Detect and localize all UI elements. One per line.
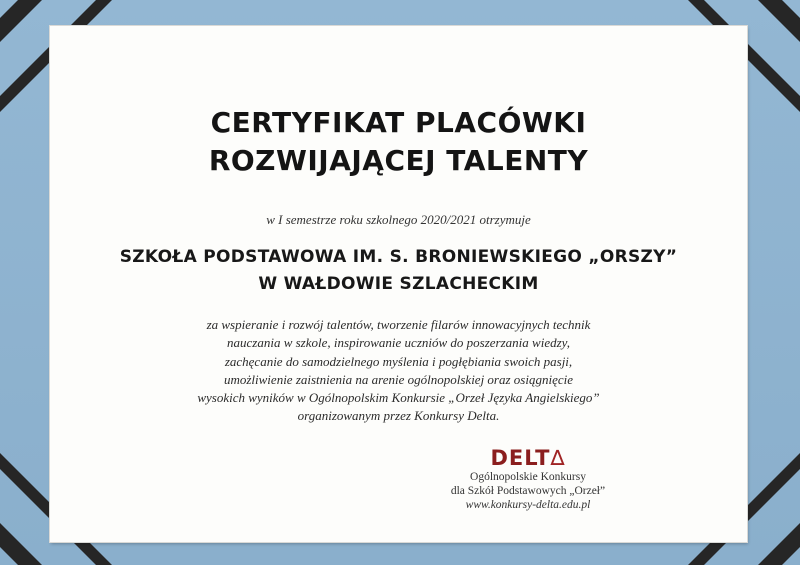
corner-ribbon-bottom-left: [0, 523, 42, 565]
certificate-paper: [50, 26, 747, 542]
issuer-block: [412, 446, 644, 512]
recipient-line-2: W WAŁDOWIE SZLACHECKIM: [258, 274, 539, 294]
reason-line-6: organizowanym przez Konkursy Delta.: [297, 408, 500, 424]
corner-ribbon-bottom-right: [758, 523, 800, 565]
issuer-url: www.konkursy-delta.edu.pl: [465, 499, 591, 511]
corner-ribbon-top-left: [0, 0, 42, 42]
recipient-line-1: SZKOŁA PODSTAWOWA IM. S. BRONIEWSKIEGO „ORSZY”: [119, 247, 678, 267]
title-line-1: CERTYFIKAT PLACÓWKI: [210, 106, 587, 139]
recipient-school: [50, 244, 747, 298]
logo-text: DELT: [490, 446, 551, 470]
title-line-2: ROZWIJAJĄCEJ TALENTY: [208, 144, 589, 177]
delta-logo: [412, 446, 644, 470]
intro-text: w I semestrze roku szkolnego 2020/2021 otrzymuje: [266, 212, 531, 227]
reason-line-4: umożliwienie zaistnienia na arenie ogólnopolskiej oraz osiągnięcie: [223, 371, 574, 387]
corner-ribbon-top-right: [758, 0, 800, 42]
award-reason: [110, 316, 687, 426]
reason-line-1: za wspieranie i rozwój talentów, tworzenie filarów innowacyjnych technik: [206, 317, 591, 332]
reason-line-5: wysokich wyników w Ogólnopolskim Konkursie „Orzeł Języka Angielskiego”: [197, 390, 600, 406]
certificate-title: [50, 104, 747, 180]
delta-triangle-icon: ∆: [550, 446, 566, 470]
reason-line-3: zachęcanie do samodzielnego myślenia i pogłębiania swoich pasji,: [224, 353, 573, 369]
reason-line-2: nauczania w szkole, inspirowanie uczniów do poszerzania wiedzy,: [227, 335, 570, 351]
issuer-line-1: Ogólnopolskie Konkursy: [470, 471, 586, 483]
issuer-line-2: dla Szkół Podstawowych „Orzeł”: [450, 485, 606, 497]
